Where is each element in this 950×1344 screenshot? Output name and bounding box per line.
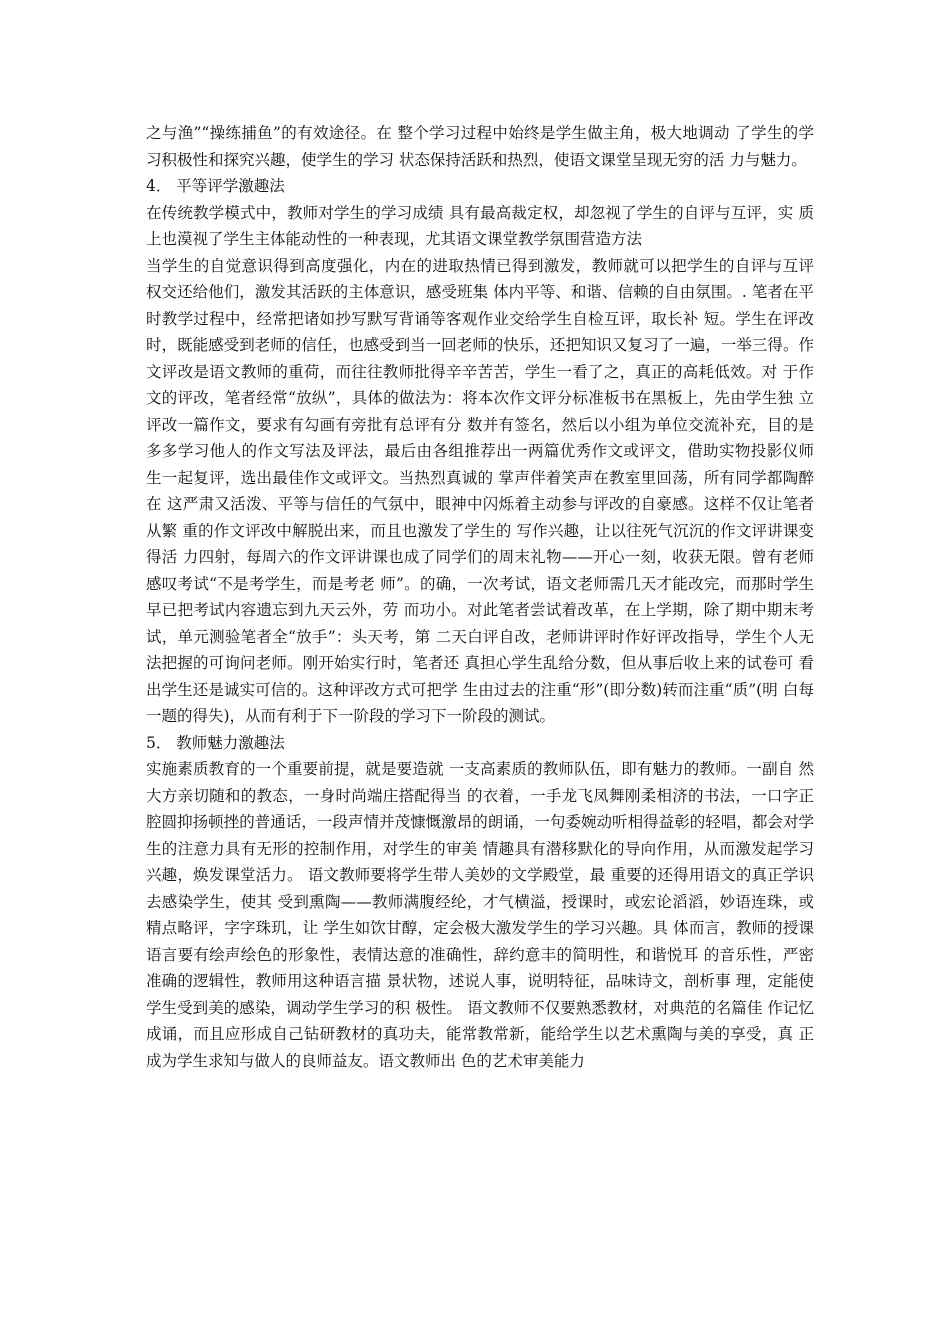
paragraph-traditional-model: 在传统教学模式中，教师对学生的学习成绩 具有最高裁定权，却忽视了学生的自评与互评，实 质上也漠视了学生主体能动性的一种表现，尤其语文课堂教学氛围营造方法 [146,203,814,248]
paragraph-self-evaluation: 当学生的自觉意识得到高度强化，内在的进取热情已得到激发，教师就可以把学生的自评与互评 权交还给他们，激发其活跃的主体意识，感受班集 体内平等、和谐、信赖的自由氛围。. 笔者在平时教学过程中，经常把诸如抄写默写背诵等客观作业交给学生自检互评，取长补 短。学生在评改时，既能感受到老师的信任，也感受到当一回老师的快乐，还把知识又复习了一遍，一举三得。作文评改是语文教师的重荷，而往往教师批得辛辛苦苦，学生一看了之，真正的高耗低效。对 于作文的评改，笔者经常“放纵”，具体的做法为：将本次作文评分标准板书在黑板上，先由学生独 立评改一篇作文，要求有勾画有旁批有总评有分 数并有签名，然后以小组为单位交流补充，目的是 多多学习他人的作文写法及评法，最后由各组推荐出一两篇优秀作文或评文，借助实物投影仪师 生一起复评，选出最佳作文或评文。当热烈真诚的 掌声伴着笑声在教室里回荡，所有同学都陶醉在 这严肃又活泼、平等与信任的气氛中，眼神中闪烁着主动参与评改的自豪感。这样不仅让笔者从繁 重的作文评改中解脱出来，而且也激发了学生的 写作兴趣，让以往死气沉沉的作文评讲课变得活 力四射，每周六的作文评讲课也成了同学们的周末礼物——开心一刻，收获无限。曾有老师感叹考试“不是考学生，而是考老 师”。的确，一次考试，语文老师需几天才能改完，而那时学生早已把考试内容遗忘到九天云外，劳 而功小。对此笔者尝试着改革，在上学期，除了期中期末考试，单元测验笔者全“放手”：头天考，第 二天白评自改，老师讲评时作好评改指导，学生个人无法把握的可询问老师。刚开始实行时，笔者还 真担心学生乱给分数，但从事后收上来的试卷可 看出学生还是诚实可信的。这种评改方式可把学 生由过去的注重“形”(即分数)转而注重“质”(明 白每一题的得失)，从而有利于下一阶段的学习下一阶段的测试。 [146,256,814,725]
paragraph-intro: 之与渔”“操练捕鱼”的有效途径。在 整个学习过程中始终是学生做主角，极大地调动 了学生的学习积极性和探究兴趣，使学生的学习 状态保持活跃和热烈，使语文课堂呈现无穷的活 力与魅力。 [146,124,814,169]
document-page [146,120,814,1074]
section-heading-5: 5． 教师魅力激趣法 [146,733,285,752]
section-heading-4: 4． 平等评学激趣法 [146,177,285,195]
paragraph-teacher-charm: 实施素质教育的一个重要前提，就是要造就 一支高素质的教师队伍，即有魅力的教师。一副自 然大方亲切随和的教态，一身时尚端庄搭配得当 的衣着，一手龙飞凤舞刚柔相济的书法，一口字正 腔圆抑扬顿挫的普通话，一段声情并茂慷慨激昂的朗诵，一句委婉动听相得益彰的轻唱，都会对学 生的注意力具有无形的控制作用，对学生的审美 情趣具有潜移默化的导向作用，从而激发起学习 兴趣，焕发课堂活力。 语文教师要将学生带人美妙的文学殿堂，最 重要的还得用语文的真正学识去感染学生，使其 受到熏陶——教师满腹经纶，才气横溢，授课时，或宏论滔滔，妙语连珠，或精点略评，字字珠玑，让 学生如饮甘醇，定会极大激发学生的学习兴趣。具 体而言，教师的授课语言要有绘声绘色的形象性，表情达意的准确性，辞约意丰的简明性，和谐悦耳 的音乐性，严密准确的逻辑性，教师用这种语言描 景状物，述说人事，说明特征，品味诗文，剖析事 理，定能使学生受到美的感染，调动学生学习的积 极性。 语文教师不仅要熟悉教材，对典范的名篇佳 作记忆成诵，而且应形成自己钻研教材的真功夫，能常教常新，能给学生以艺术熏陶与美的享受，真 正成为学生求知与做人的良师益友。语文教师出 色的艺术审美能力 [146,760,814,1070]
